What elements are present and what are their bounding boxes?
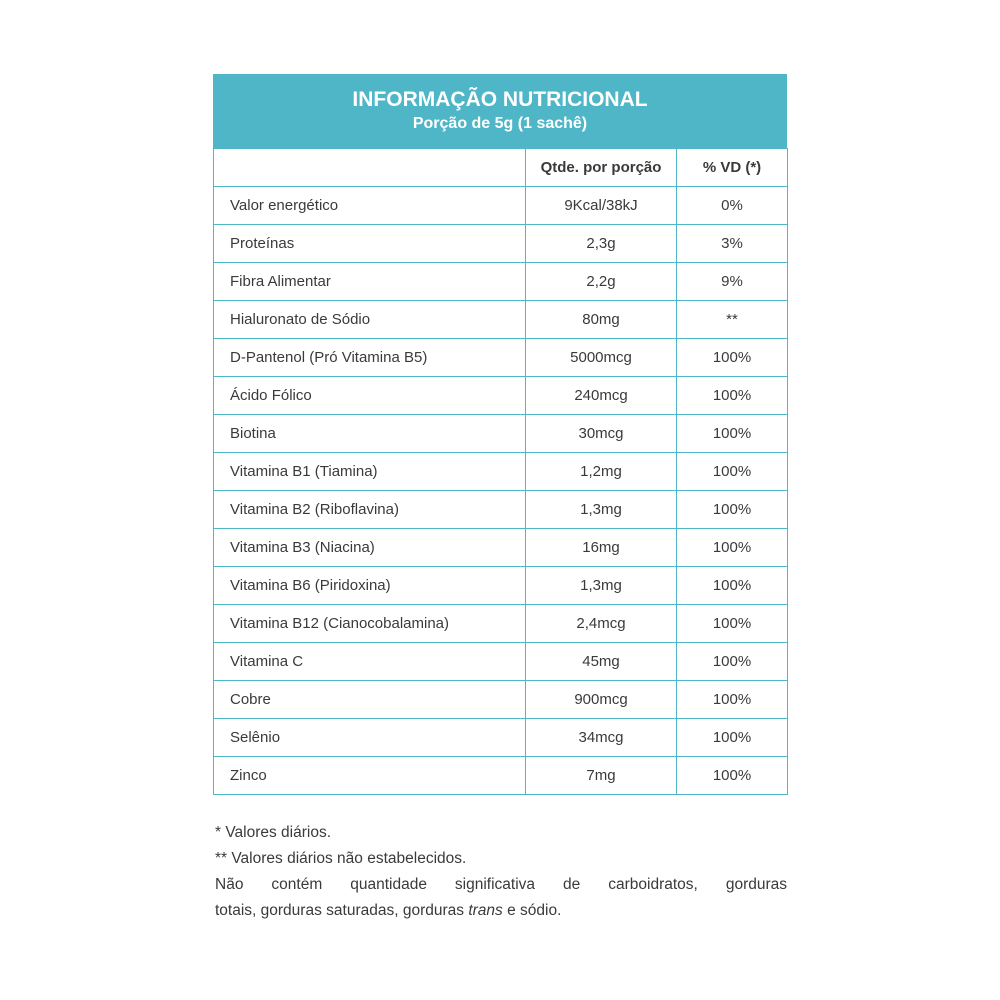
table-row	[214, 719, 788, 757]
table-row	[214, 415, 788, 453]
table-row	[214, 643, 788, 681]
nutrient-name: Vitamina B12 (Cianocobalamina)	[214, 605, 526, 643]
nutrient-name: Zinco	[214, 757, 526, 795]
nutrient-quantity: 7mg	[526, 757, 677, 795]
nutrient-daily-value: 100%	[677, 529, 788, 567]
nutrient-quantity: 1,2mg	[526, 453, 677, 491]
nutrient-quantity: 1,3mg	[526, 491, 677, 529]
nutrient-quantity: 30mcg	[526, 415, 677, 453]
nutrient-name: Ácido Fólico	[214, 377, 526, 415]
nutrient-name: Vitamina B1 (Tiamina)	[214, 453, 526, 491]
nutrient-name: Valor energético	[214, 187, 526, 225]
nutrient-quantity: 240mcg	[526, 377, 677, 415]
nutrient-quantity: 2,4mcg	[526, 605, 677, 643]
nutrient-daily-value: 100%	[677, 453, 788, 491]
nutrient-daily-value: 100%	[677, 681, 788, 719]
table-row	[214, 681, 788, 719]
nutrient-name: Proteínas	[214, 225, 526, 263]
nutrient-name: Vitamina B3 (Niacina)	[214, 529, 526, 567]
footnote-not-significant-line1: Não contém quantidade significativa de carboidratos, gorduras	[215, 876, 787, 893]
nutrient-daily-value: 100%	[677, 757, 788, 795]
footnote-not-established: ** Valores diários não estabelecidos.	[215, 850, 467, 867]
nutrition-table	[213, 148, 788, 795]
nutrient-quantity: 9Kcal/38kJ	[526, 187, 677, 225]
nutrient-name: Vitamina B6 (Piridoxina)	[214, 567, 526, 605]
footnote-vd: * Valores diários.	[215, 824, 332, 841]
nutrient-daily-value: 100%	[677, 415, 788, 453]
nutrient-quantity: 45mg	[526, 643, 677, 681]
nutrition-panel	[213, 74, 787, 795]
nutrient-quantity: 5000mcg	[526, 339, 677, 377]
nutrient-name: Fibra Alimentar	[214, 263, 526, 301]
table-row	[214, 263, 788, 301]
nutrient-name: Biotina	[214, 415, 526, 453]
nutrient-daily-value: 0%	[677, 187, 788, 225]
nutrient-daily-value: 3%	[677, 225, 788, 263]
nutrient-daily-value: **	[677, 301, 788, 339]
serving-size: Porção de 5g (1 sachê)	[412, 115, 588, 132]
nutrient-name: Vitamina B2 (Riboflavina)	[214, 491, 526, 529]
table-row	[214, 529, 788, 567]
table-row	[214, 453, 788, 491]
nutrient-quantity: 16mg	[526, 529, 677, 567]
nutrient-quantity: 1,3mg	[526, 567, 677, 605]
nutrient-daily-value: 100%	[677, 643, 788, 681]
table-row	[214, 339, 788, 377]
nutrient-daily-value: 100%	[677, 719, 788, 757]
table-row	[214, 491, 788, 529]
column-header-name	[214, 149, 526, 187]
nutrient-daily-value: 100%	[677, 339, 788, 377]
column-header-vd: % VD (*)	[677, 149, 788, 187]
footnote-not-significant-line2	[215, 898, 787, 924]
nutrient-name: Cobre	[214, 681, 526, 719]
footnote-text-a: totais, gorduras saturadas, gorduras	[215, 902, 469, 919]
nutrition-title: INFORMAÇÃO NUTRICIONAL	[352, 88, 648, 111]
nutrient-quantity: 2,3g	[526, 225, 677, 263]
column-header-qty: Qtde. por porção	[526, 149, 677, 187]
footnotes	[215, 820, 787, 924]
nutrient-daily-value: 100%	[677, 567, 788, 605]
nutrient-quantity: 34mcg	[526, 719, 677, 757]
nutrient-daily-value: 100%	[677, 491, 788, 529]
nutrient-name: Selênio	[214, 719, 526, 757]
table-row	[214, 377, 788, 415]
nutrient-quantity: 900mcg	[526, 681, 677, 719]
nutrient-daily-value: 9%	[677, 263, 788, 301]
nutrient-name: D-Pantenol (Pró Vitamina B5)	[214, 339, 526, 377]
nutrient-daily-value: 100%	[677, 377, 788, 415]
table-header-row	[214, 149, 788, 187]
nutrient-quantity: 2,2g	[526, 263, 677, 301]
footnote-text-c: e sódio.	[502, 902, 562, 919]
table-row	[214, 757, 788, 795]
table-row	[214, 567, 788, 605]
table-row	[214, 225, 788, 263]
nutrient-daily-value: 100%	[677, 605, 788, 643]
table-row	[214, 187, 788, 225]
nutrient-name: Vitamina C	[214, 643, 526, 681]
nutrition-header	[213, 74, 787, 148]
nutrient-name: Hialuronato de Sódio	[214, 301, 526, 339]
table-row	[214, 301, 788, 339]
nutrient-quantity: 80mg	[526, 301, 677, 339]
table-row	[214, 605, 788, 643]
footnote-text-trans: trans	[468, 902, 503, 919]
